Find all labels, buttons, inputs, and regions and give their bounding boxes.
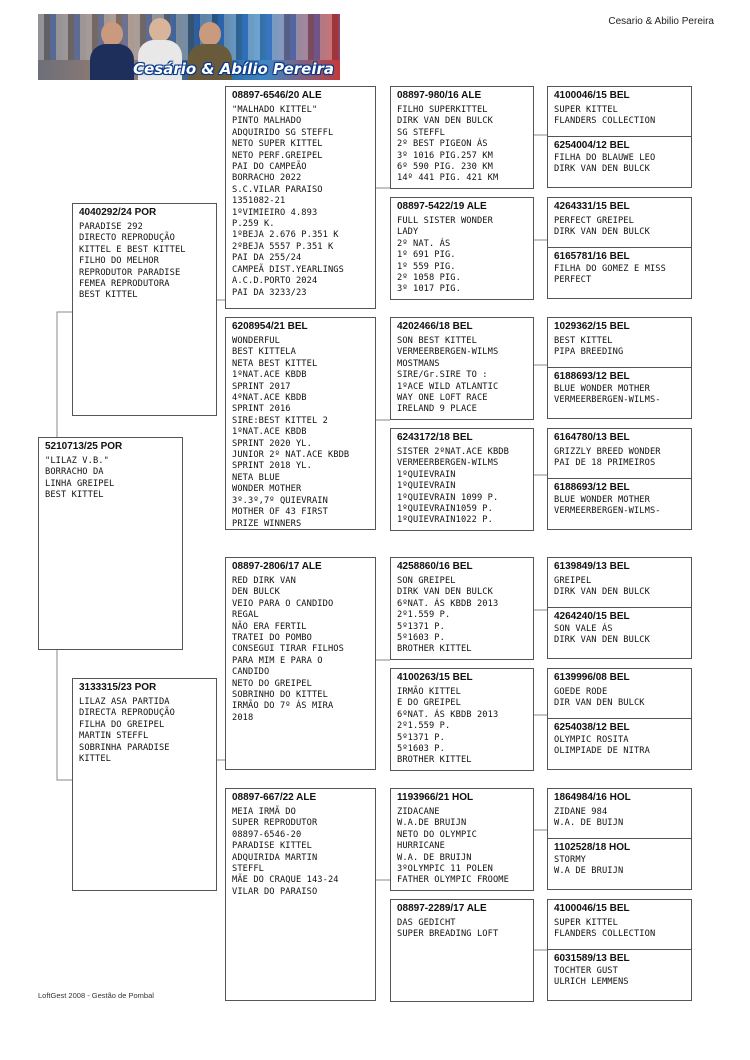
description: GOEDE RODE DIR VAN DEN BULCK: [554, 687, 645, 709]
ring-number: 08897-2806/17 ALE: [232, 561, 322, 572]
pedigree-card-dam[interactable]: [72, 678, 217, 891]
description: "MALHADO KITTEL" PINTO MALHADO ADQUIRIDO SG STEFFL NETO SUPER KITTEL NETO PERF.GREIPEL PAI DO CAMPEÃO BORRACHO 2022 S.C.VILAR PARAISO 1351082-21 1ºVIMIEIRO 4.893 P.259 K. 1ºBEJA 2.676 P.351 K 2ºBEJA 5557 P.351 K PAI DA 255/24 CAMPEÃ DIST.YEARLINGS A.C.D.PORTO 2024 PAI DA 3233/23: [232, 105, 344, 298]
description: OLYMPIC ROSITA OLIMPIADE DE NITRA: [554, 735, 650, 757]
ring-number: 4100046/15 BEL: [554, 90, 630, 101]
pedigree-card-gen5-pair[interactable]: [547, 197, 692, 299]
ring-number: 5210713/25 POR: [45, 441, 123, 452]
pedigree-card-gen5-pair[interactable]: [547, 428, 692, 530]
header-banner-photo: [38, 14, 340, 80]
ring-number: 6188693/12 BEL: [554, 482, 630, 493]
ring-number: 4258860/16 BEL: [397, 561, 473, 572]
pedigree-card-gen5-pair[interactable]: [547, 899, 692, 1001]
description: BEST KITTEL PIPA BREEDING: [554, 336, 624, 358]
description: SISTER 2ºNAT.ACE KBDB VERMEERBERGEN-WILMS 1ºQUIEVRAIN 1ºQUIEVRAIN 1ºQUIEVRAIN 1099 P. 1ºQUIEVRAIN1059 P. 1ºQUIEVRAIN1022 P.: [397, 447, 509, 526]
pedigree-card-gen4[interactable]: [390, 668, 534, 771]
ring-number: 1193966/21 HOL: [397, 792, 474, 803]
pedigree-card-gen4[interactable]: [390, 557, 534, 660]
description: PERFECT GREIPEL DIRK VAN DEN BULCK: [554, 216, 650, 238]
ring-number: 6254038/12 BEL: [554, 722, 630, 733]
ring-number: 4100046/15 BEL: [554, 903, 630, 914]
ring-number: 6254004/12 BEL: [554, 140, 630, 151]
pedigree-card-sire-sire[interactable]: [225, 86, 376, 309]
ring-number: 08897-667/22 ALE: [232, 792, 317, 803]
pedigree-card-subject[interactable]: [38, 437, 183, 650]
ring-number: 08897-6546/20 ALE: [232, 90, 322, 101]
ring-number: 08897-2289/17 ALE: [397, 903, 487, 914]
ring-number: 08897-980/16 ALE: [397, 90, 482, 101]
pedigree-card-gen4[interactable]: [390, 317, 534, 420]
description: DAS GEDICHT SUPER BREADING LOFT: [397, 918, 499, 940]
ring-number: 6139849/13 BEL: [554, 561, 630, 572]
description: FULL SISTER WONDER LADY 2º NAT. ÁS 1º 691 PIG. 1º 559 PIG. 2º 1058 PIG. 3º 1017 PIG.: [397, 216, 493, 295]
description: TOCHTER GUST ULRICH LEMMENS: [554, 966, 629, 988]
description: SUPER KITTEL FLANDERS COLLECTION: [554, 918, 656, 940]
description: SON VALE ÁS DIRK VAN DEN BULCK: [554, 624, 650, 646]
owner-name: Cesario & Abilio Pereira: [608, 16, 714, 27]
pedigree-card-gen4[interactable]: [390, 428, 534, 531]
pedigree-card-gen4[interactable]: [390, 197, 534, 300]
ring-number: 4100263/15 BEL: [397, 672, 473, 683]
ring-number: 4264331/15 BEL: [554, 201, 630, 212]
pedigree-card-dam-dam[interactable]: [225, 788, 376, 1001]
ring-number: 08897-5422/19 ALE: [397, 201, 487, 212]
ring-number: 6208954/21 BEL: [232, 321, 308, 332]
description: BLUE WONDER MOTHER VERMEERBERGEN-WILMS-: [554, 495, 661, 517]
description: LILAZ ASA PARTIDA DIRECTA REPRODUÇÃO FILHA DO GREIPEL MARTIN STEFFL SOBRINHA PARADISE KITTEL: [79, 697, 175, 765]
description: WONDERFUL BEST KITTELA NETA BEST KITTEL 1ºNAT.ACE KBDB SPRINT 2017 4ºNAT.ACE KBDB SPRINT 2016 SIRE:BEST KITTEL 2 1ºNAT.ACE KBDB SPRINT 2020 YL. JUNIOR 2º NAT.ACE KBDB SPRINT 2018 YL. NETA BLUE WONDER MOTHER 3º.3º,7º QUIEVRAIN MOTHER OF 43 FIRST PRIZE WINNERS: [232, 336, 350, 529]
ring-number: 1029362/15 BEL: [554, 321, 630, 332]
description: BLUE WONDER MOTHER VERMEERBERGEN-WILMS-: [554, 384, 661, 406]
pedigree-card-gen5-pair[interactable]: [547, 668, 692, 770]
ring-number: 1102528/18 HOL: [554, 842, 631, 853]
pedigree-card-gen5-pair[interactable]: [547, 788, 692, 890]
description: MEIA IRMÃ DO SUPER REPRODUTOR 08897-6546-20 PARADISE KITTEL ADQUIRIDA MARTIN STEFFL MÃE DO CRAQUE 143-24 VILAR DO PARAISO: [232, 807, 339, 897]
pedigree-card-dam-sire[interactable]: [225, 557, 376, 770]
description: GRIZZLY BREED WONDER PAI DE 18 PRIMEIROS: [554, 447, 661, 469]
description: FILHA DO BLAUWE LEO DIRK VAN DEN BULCK: [554, 153, 656, 175]
ring-number: 4040292/24 POR: [79, 207, 157, 218]
description: SON GREIPEL DIRK VAN DEN BULCK 6ºNAT. ÁS KBDB 2013 2º1.559 P. 5º1371 P. 5º1603 P. BROTHER KITTEL: [397, 576, 499, 655]
ring-number: 6188693/12 BEL: [554, 371, 630, 382]
pedigree-card-sire[interactable]: [72, 203, 217, 416]
description: PARADISE 292 DIRECTO REPRODUÇÃO KITTEL E BEST KITTEL FILHO DO MELHOR REPRODUTOR PARADISE FEMEA REPRODUTORA BEST KITTEL: [79, 222, 186, 301]
ring-number: 6243172/18 BEL: [397, 432, 473, 443]
ring-number: 4202466/18 BEL: [397, 321, 473, 332]
description: SON BEST KITTEL VERMEERBERGEN-WILMS MOSTMANS SIRE/Gr.SIRE TO : 1ºACE WILD ATLANTIC WAY ONE LOFT RACE IRELAND 9 PLACE: [397, 336, 499, 415]
ring-number: 4264240/15 BEL: [554, 611, 630, 622]
pedigree-card-gen5-pair[interactable]: [547, 86, 692, 188]
pedigree-card-gen4[interactable]: [390, 86, 534, 189]
description: ZIDACANE W.A.DE BRUIJN NETO DO OLYMPIC HURRICANE W.A. DE BRUIJN 3ºOLYMPIC 11 POLEN FATHER OLYMPIC FROOME: [397, 807, 509, 886]
ring-number: 6164780/13 BEL: [554, 432, 630, 443]
ring-number: 3133315/23 POR: [79, 682, 157, 693]
ring-number: 6139996/08 BEL: [554, 672, 630, 683]
ring-number: 1864984/16 HOL: [554, 792, 631, 803]
description: SUPER KITTEL FLANDERS COLLECTION: [554, 105, 656, 127]
description: IRMÃO KITTEL E DO GREIPEL 6ºNAT. ÁS KBDB 2013 2º1.559 P. 5º1371 P. 5º1603 P. BROTHER KITTEL: [397, 687, 499, 766]
description: FILHO SUPERKITTEL DIRK VAN DEN BULCK SG STEFFL 2º BEST PIGEON ÁS 3º 1016 PIG.257 KM 6º 590 PIG. 230 KM 14º 441 PIG. 421 KM: [397, 105, 499, 184]
pedigree-card-sire-dam[interactable]: [225, 317, 376, 530]
description: STORMY W.A DE BRUIJN: [554, 855, 624, 877]
pedigree-card-gen4[interactable]: [390, 899, 534, 1002]
pedigree-card-gen4[interactable]: [390, 788, 534, 891]
pedigree-card-gen5-pair[interactable]: [547, 317, 692, 419]
pedigree-card-gen5-pair[interactable]: [547, 557, 692, 659]
footer-credit: LoftGest 2008 - Gestão de Pombal: [38, 991, 154, 1000]
description: ZIDANE 984 W.A. DE BUIJN: [554, 807, 624, 829]
ring-number: 6031589/13 BEL: [554, 953, 630, 964]
description: "LILAZ V.B." BORRACHO DA LINHA GREIPEL BEST KITTEL: [45, 456, 115, 501]
person-figure: [90, 20, 134, 80]
description: FILHA DO GOMEZ E MISS PERFECT: [554, 264, 666, 286]
ring-number: 6165781/16 BEL: [554, 251, 630, 262]
description: RED DIRK VAN DEN BULCK VEIO PARA O CANDIDO REGAL NÃO ERA FERTIL TRATEI DO POMBO CONSEGUI TIRAR FILHOS PARA MIM E PARA O CANDIDO NETO DO GREIPEL SOBRINHO DO KITTEL IRMÃO DO 7º ÁS MIRA 2018: [232, 576, 344, 723]
description: GREIPEL DIRK VAN DEN BULCK: [554, 576, 650, 598]
banner-title: Cesário & Abílio Pereira: [133, 60, 334, 78]
